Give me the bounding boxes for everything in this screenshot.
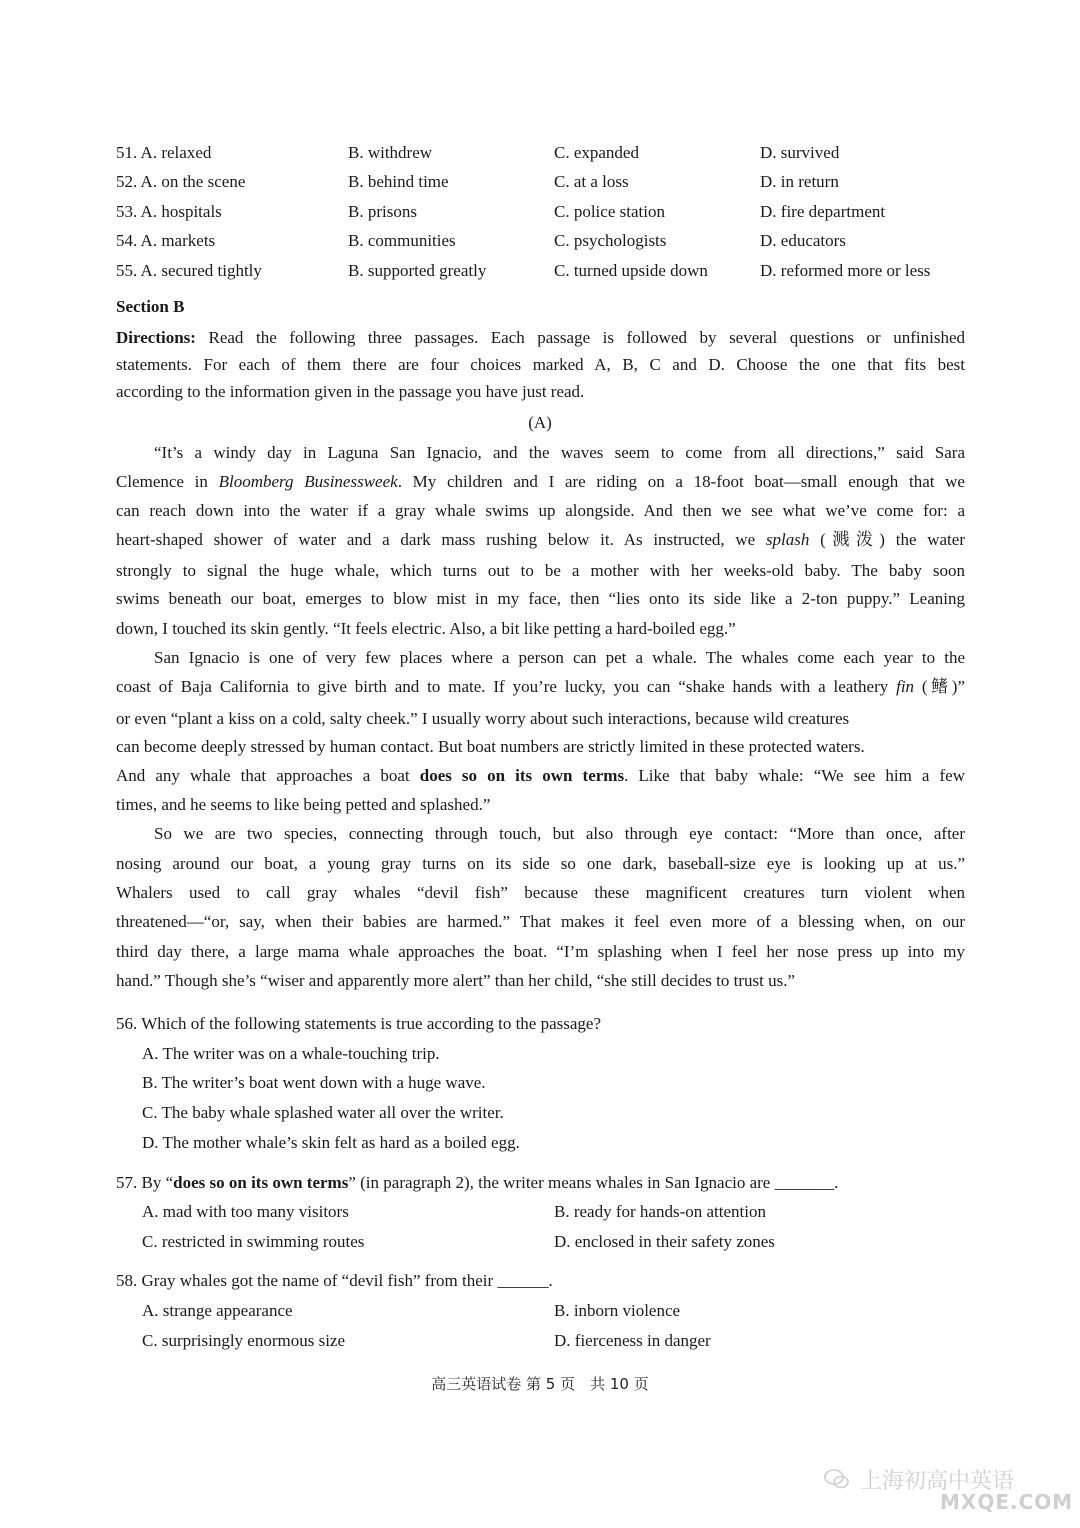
q57-option-c: C. restricted in swimming routes — [142, 1232, 365, 1251]
option-55-a: 55. A. secured tightly — [116, 261, 262, 280]
option-54-b: B. communities — [348, 231, 456, 250]
section-title: Section B — [116, 297, 185, 316]
q57-stem-post: ” (in paragraph 2), the writer means whales in San Ignacio are _______. — [348, 1173, 839, 1192]
p1-line-5: strongly to signal the huge whale, which turns out to be a mother with her weeks-old baby. The baby soon — [116, 561, 965, 580]
q56-option-a: A. The writer was on a whale-touching trip. — [142, 1044, 440, 1063]
p3-line-2: nosing around our boat, a young gray turns on its side so one dark, baseball-size eye is looking up at us.” — [116, 854, 965, 873]
directions-line-3: according to the information given in the passage you have just read. — [116, 382, 585, 401]
p2-l2-italic: fin — [896, 677, 915, 696]
option-53-a: 53. A. hospitals — [116, 202, 222, 221]
option-row-51 — [0, 139, 1080, 167]
p1-l2-post: . My children and I are riding on a 18-foot boat—small enough that we — [397, 472, 965, 491]
p1-line-6: swims beneath our boat, emerges to blow mist in my face, then “lies onto its side like a 2-ton puppy.” Leaning — [116, 589, 965, 608]
p2-line-3: or even “plant a kiss on a cold, salty cheek.” I usually worry about such interactions, because wild creatures — [116, 709, 850, 728]
p2-line-6: times, and he seems to like being petted and splashed.” — [116, 795, 491, 814]
directions-line-1 — [116, 323, 965, 352]
option-51-a: 51. A. relaxed — [116, 143, 212, 162]
q58-option-a: A. strange appearance — [142, 1301, 293, 1320]
q57-stem — [116, 1169, 838, 1197]
q58-stem: 58. Gray whales got the name of “devil fish” from their ______. — [116, 1271, 553, 1290]
p2-l2-post: (鳍)” — [914, 677, 965, 696]
p2-line-5 — [116, 761, 965, 790]
p1-l4-post: (溅泼) the water — [809, 530, 965, 549]
option-51-d: D. survived — [760, 143, 840, 162]
option-52-b: B. behind time — [348, 172, 449, 191]
q58-option-c: C. surprisingly enormous size — [142, 1331, 346, 1350]
option-53-c: C. police station — [554, 202, 665, 221]
q58-option-b: B. inborn violence — [554, 1301, 681, 1320]
option-54-d: D. educators — [760, 231, 846, 250]
option-55-c: C. turned upside down — [554, 261, 708, 280]
q57-option-d: D. enclosed in their safety zones — [554, 1232, 775, 1251]
q58-option-d: D. fierceness in danger — [554, 1331, 711, 1350]
option-51-b: B. withdrew — [348, 143, 433, 162]
p3-line-4: threatened—“or, say, when their babies are harmed.” That makes it feel even more of a blessing when, on our — [116, 912, 965, 931]
p1-l4-pre: heart-shaped shower of water and a dark mass rushing below it. As instructed, we — [116, 530, 766, 549]
directions-label: Directions: — [116, 328, 196, 347]
q57-option-a: A. mad with too many visitors — [142, 1202, 349, 1221]
option-52-c: C. at a loss — [554, 172, 629, 191]
p1-l4-italic: splash — [765, 530, 810, 549]
option-53-b: B. prisons — [348, 202, 417, 221]
option-row-55 — [0, 257, 1080, 285]
q57-stem-bold: does so on its own terms — [173, 1173, 349, 1192]
wechat-icon — [824, 1468, 850, 1490]
p2-l5-bold: does so on its own terms — [419, 766, 625, 785]
option-55-b: B. supported greatly — [348, 261, 487, 280]
option-51-c: C. expanded — [554, 143, 639, 162]
option-row-52 — [0, 168, 1080, 196]
p1-l2-italic: Bloomberg Businessweek — [218, 472, 398, 491]
p1-line-7: down, I touched its skin gently. “It feels electric. Also, a bit like petting a hard-boiled egg.” — [116, 619, 736, 638]
option-54-c: C. psychologists — [554, 231, 667, 250]
p3-line-1: So we are two species, connecting through touch, but also through eye contact: “More than once, after — [154, 824, 965, 843]
option-54-a: 54. A. markets — [116, 231, 216, 250]
p1-line-1: “It’s a windy day in Laguna San Ignacio, and the waves seem to come from all directions,” said Sara — [154, 443, 965, 462]
watermark — [820, 1460, 1074, 1520]
p2-l5-pre: And any whale that approaches a boat — [116, 766, 420, 785]
p2-line-1: San Ignacio is one of very few places where a person can pet a whale. The whales come each year to the — [154, 648, 965, 667]
directions-text-1: Read the following three passages. Each passage is followed by several questions or unfinished — [195, 328, 965, 347]
option-row-54 — [0, 227, 1080, 255]
passage-label: (A) — [528, 413, 552, 432]
page-footer: 高三英语试卷 第 5 页 共 10 页 — [431, 1375, 649, 1393]
q56-stem: 56. Which of the following statements is true according to the passage? — [116, 1014, 601, 1033]
p2-l5-post: . Like that baby whale: “We see him a few — [624, 766, 965, 785]
directions-line-2: statements. For each of them there are four choices marked A, B, C and D. Choose the one that fits best — [116, 355, 965, 374]
p1-line-4 — [116, 525, 965, 554]
option-52-d: D. in return — [760, 172, 839, 191]
p1-line-2 — [116, 467, 965, 496]
q56-option-b: B. The writer’s boat went down with a huge wave. — [142, 1073, 486, 1092]
option-55-d: D. reformed more or less — [760, 261, 931, 280]
q56-option-d: D. The mother whale’s skin felt as hard as a boiled egg. — [142, 1133, 520, 1152]
p2-line-4: can become deeply stressed by human contact. But boat numbers are strictly limited in these protected waters. — [116, 737, 865, 756]
option-row-53 — [0, 198, 1080, 226]
p3-line-3: Whalers used to call gray whales “devil fish” because these magnificent creatures turn violent when — [116, 883, 965, 902]
q57-option-b: B. ready for hands-on attention — [554, 1202, 766, 1221]
p3-line-6: hand.” Though she’s “wiser and apparently more alert” than her child, “she still decides to trust us.” — [116, 971, 796, 990]
q57-stem-pre: 57. By “ — [116, 1173, 174, 1192]
watermark-line-2: MXQE.COM — [940, 1490, 1074, 1514]
option-52-a: 52. A. on the scene — [116, 172, 246, 191]
p2-line-2 — [116, 672, 965, 701]
q56-option-c: C. The baby whale splashed water all over the writer. — [142, 1103, 504, 1122]
p2-l2-pre: coast of Baja California to give birth and to mate. If you’re lucky, you can “shake hands with a leathery — [116, 677, 897, 696]
p1-line-3: can reach down into the water if a gray whale swims up alongside. And then we see what we’ve come for: a — [116, 501, 965, 520]
p3-line-5: third day there, a large mama whale approaches the boat. “I’m splashing when I feel her nose press up into my — [116, 942, 965, 961]
watermark-line-1: 上海初高中英语 — [860, 1469, 1015, 1494]
p1-l2-pre: Clemence in — [116, 472, 219, 491]
option-53-d: D. fire department — [760, 202, 886, 221]
